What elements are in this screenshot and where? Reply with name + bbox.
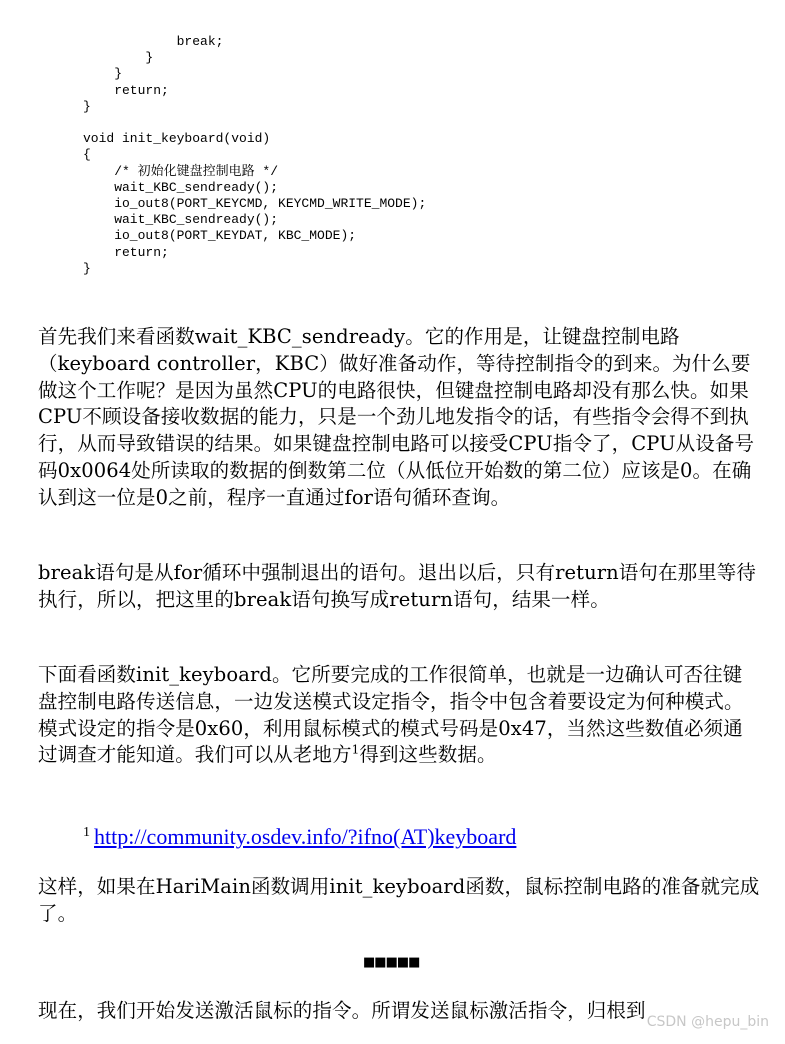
footnote-mark: 1 xyxy=(83,824,90,840)
code-block: break; } } return; } void init_keyboard(void) { /* 初始化键盘控制电路 */ wait_KBC_sendready(); io_out8(PORT_KEYCMD, KEYCMD_WRITE_MODE); wait_KBC_sendready(); io_out8(PORT_KEYDAT, KBC_MODE); return; } xyxy=(83,34,427,276)
paragraph-wait-kbc: 首先我们来看函数wait_KBC_sendready。它的作用是，让键盘控制电路（keyboard controller，KBC）做好准备动作，等待控制指令的到来。为什么要做这个工作呢？是因为虽然CPU的电路很快，但键盘控制电路却没有那么快。如果CPU不顾设备接收数据的能力，只是一个劲儿地发指令的话，有些指令会得不到执行，从而导致错误的结果。如果键盘控制电路可以接受CPU指令了，CPU从设备号码0x0064处所读取的数据的倒数第二位（从低位开始数的第二位）应该是0。在确认到这一位是0之前，程序一直通过for语句循环查询。 xyxy=(38,325,755,509)
section-divider: ■■■■■ xyxy=(363,955,420,970)
paragraph-mouse-activation: 现在，我们开始发送激活鼠标的指令。所谓发送鼠标激活指令，归根到 xyxy=(38,999,646,1022)
footnote xyxy=(83,824,516,850)
footnote-link[interactable]: http://community.osdev.info/?ifno(AT)keyboard xyxy=(94,824,517,849)
footnote-reference[interactable]: 1 xyxy=(351,742,360,757)
paragraph-init-keyboard xyxy=(38,662,760,769)
watermark: CSDN @hepu_bin xyxy=(646,1014,769,1030)
paragraph-text-tail: 得到这些数据。 xyxy=(359,743,497,767)
paragraph-text: 下面看函数init_keyboard。它所要完成的工作很简单，也就是一边确认可否往键盘控制电路传送信息，一边发送模式设定指令，指令中包含着要设定为何种模式。模式设定的指令是0x60，利用鼠标模式的模式号码是0x47，当然这些数值必须通过调查才能知道。我们可以从老地方 xyxy=(38,663,744,767)
paragraph-harimain: 这样，如果在HariMain函数调用init_keyboard函数，鼠标控制电路的准备就完成了。 xyxy=(38,875,760,925)
paragraph-break-statement: break语句是从for循环中强制退出的语句。退出以后，只有return语句在那里等待执行，所以，把这里的break语句换写成return语句，结果一样。 xyxy=(38,561,757,611)
